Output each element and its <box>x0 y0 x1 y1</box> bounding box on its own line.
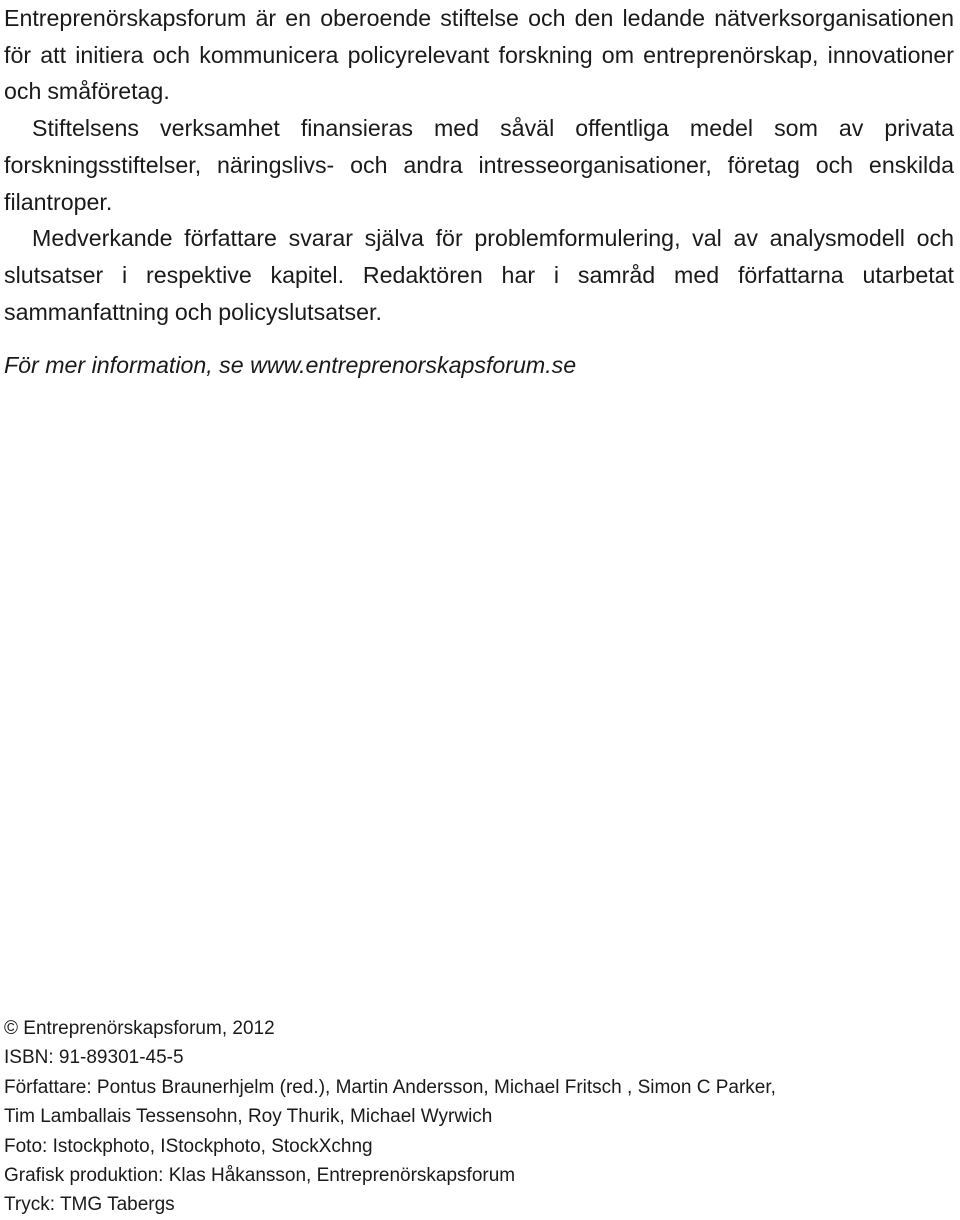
copyright-line: © Entreprenörskapsforum, 2012 <box>4 1018 275 1039</box>
intro-paragraph-funding: Stiftelsens verksamhet finansieras med såväl offentliga medel som av privata forskningsstiftelser, näringslivs- och andra intresseorganisationer, företag och enskilda filantroper. <box>4 115 954 215</box>
print-line: Tryck: TMG Tabergs <box>4 1194 175 1216</box>
page <box>4 0 954 330</box>
authors-line: Tim Lamballais Tessensohn, Roy Thurik, Michael Wyrwich <box>4 1106 493 1128</box>
authors-line: Författare: Pontus Braunerhjelm (red.), Martin Andersson, Michael Fritsch , Simon C Parker, <box>4 1076 776 1098</box>
more-information-link[interactable]: För mer information, se www.entreprenorskapsforum.se <box>4 352 577 378</box>
graphic-production-line: Grafisk produktion: Klas Håkansson, Entreprenörskapsforum <box>4 1165 516 1187</box>
intro-paragraph-authors: Medverkande författare svarar själva för problemformulering, val av analysmodell och slutsatser i respektive kapitel. Redaktören har i samråd med författarna utarbetat sammanfattning och policyslutsatser. <box>4 225 954 325</box>
intro-text <box>4 0 954 330</box>
intro-paragraph-organisation: Entreprenörskapsforum är en oberoende stiftelse och den ledande nätverksorganisationen för att initiera och kommunicera policyrelevant forskning om entreprenörskap, innovationer och småföretag. <box>4 5 954 105</box>
imprint <box>4 1014 954 1220</box>
photo-credits-line: Foto: Istockphoto, IStockphoto, StockXchng <box>4 1135 373 1157</box>
isbn-line: ISBN: 91-89301-45-5 <box>4 1047 184 1069</box>
